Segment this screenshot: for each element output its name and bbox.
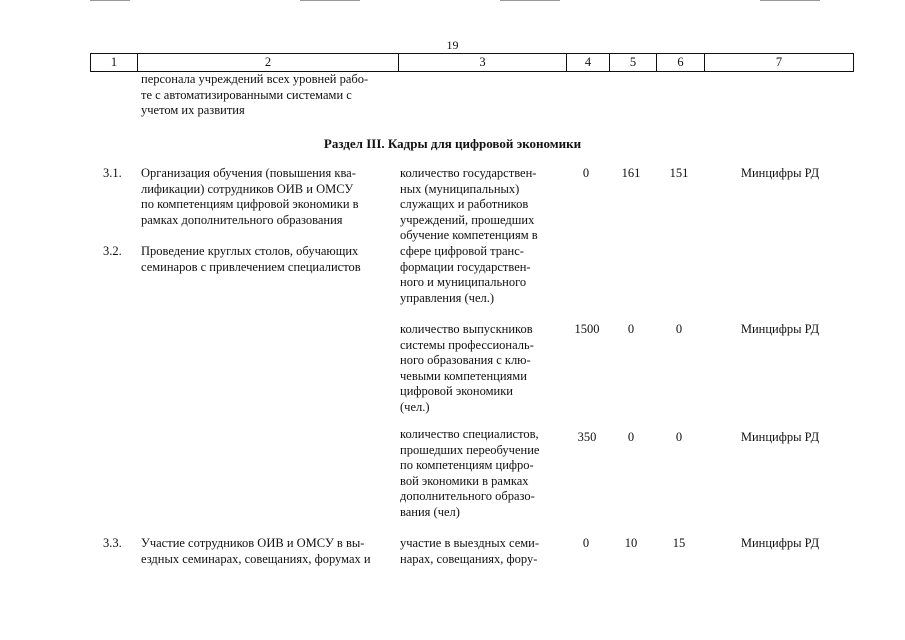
row-number: 3.2. xyxy=(103,244,122,258)
row-number: 3.3. xyxy=(103,536,122,550)
value-col-5: 10 xyxy=(624,536,638,550)
header-col-4: 4 xyxy=(567,54,610,71)
value-col-4: 0 xyxy=(582,536,590,550)
header-col-7: 7 xyxy=(775,55,783,69)
value-col-4: 1500 xyxy=(574,322,600,336)
value-col-6: 0 xyxy=(675,430,683,444)
activity-text: Участие сотрудников ОИВ и ОМСУ в вы- ездных семинарах, совещаниях, форумах и xyxy=(141,536,371,566)
indicator-text: количество выпускников системы профессиональ- ного образования с клю- чевыми компетенциями цифровой экономики (чел.) xyxy=(400,322,534,414)
value-col-5: 161 xyxy=(621,166,641,180)
value-col-5: 0 xyxy=(627,322,635,336)
header-col-2: 2 xyxy=(138,54,399,71)
scan-edge-mark xyxy=(90,0,130,1)
activity-text: Организация обучения (повышения ква- лификации) сотрудников ОИВ и ОМСУ по компетенциям цифровой экономики в рамках дополнительного образования xyxy=(141,166,359,227)
row-number: 3.1. xyxy=(103,166,122,180)
responsible-org: Минцифры РД xyxy=(740,430,820,444)
section-title: Раздел III. Кадры для цифровой экономики xyxy=(323,136,582,151)
header-col-6: 6 xyxy=(657,54,705,71)
indicator-text: количество специалистов, прошедших переобучение по компетенциям цифро- вой экономики в рамках дополнительного образо- вания (чел) xyxy=(400,427,540,519)
value-col-5: 0 xyxy=(627,430,635,444)
value-col-4: 350 xyxy=(577,430,597,444)
value-col-6: 0 xyxy=(675,322,683,336)
indicator-text: участие в выездных семи- нарах, совещаниях, фору- xyxy=(400,536,540,566)
continuation-text: персонала учреждений всех уровней рабо- те с автоматизированными системами с учетом их развития xyxy=(141,72,369,118)
responsible-org: Минцифры РД xyxy=(740,536,820,550)
scan-edge-mark xyxy=(760,0,820,1)
header-col-3: 3 xyxy=(399,54,567,71)
activity-text: Проведение круглых столов, обучающих семинаров с привлечением специалистов xyxy=(141,244,361,274)
value-col-4: 0 xyxy=(582,166,590,180)
indicator-text: количество государствен- ных (муниципальных) служащих и работников учреждений, прошедших обучение компетенциям в сфере цифровой транс- формации государствен- ного и муниципального управления (чел.) xyxy=(400,166,538,305)
page-number: 19 xyxy=(446,38,459,52)
responsible-org: Минцифры РД xyxy=(740,166,820,180)
scan-edge-mark xyxy=(300,0,360,1)
header-col-1: 1 xyxy=(91,54,138,71)
responsible-org: Минцифры РД xyxy=(740,322,820,336)
scan-edge-mark xyxy=(500,0,560,1)
value-col-6: 151 xyxy=(669,166,689,180)
header-col-5: 5 xyxy=(610,54,657,71)
value-col-6: 15 xyxy=(672,536,686,550)
table-header xyxy=(90,53,854,72)
